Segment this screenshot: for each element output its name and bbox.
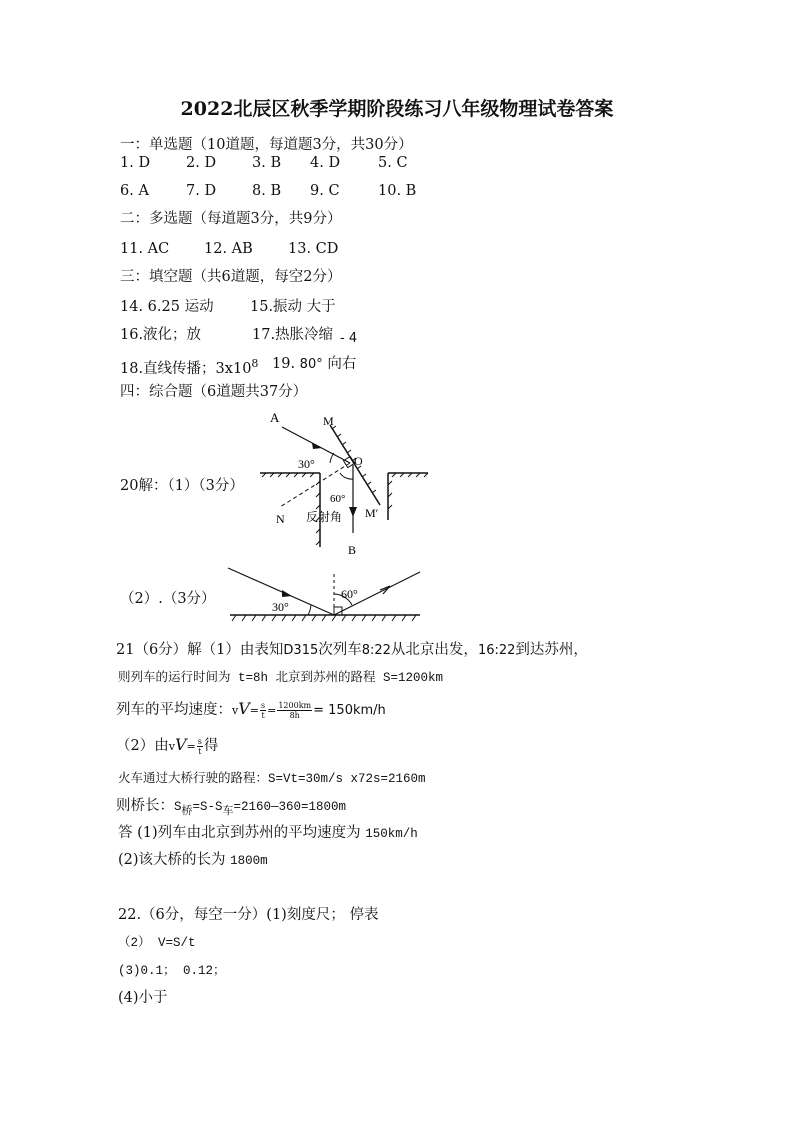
answer-13: 13. CD [288, 241, 339, 257]
depart-time: 8:22 [361, 643, 391, 658]
q21-line6: 则桥长：$S_桥=S-S_车=2160—360=1800m$ [116, 798, 347, 817]
angle-arc-30-2 [308, 605, 311, 615]
v-symbol: v [232, 704, 239, 717]
fraction-s-t-2: $\frac{s}{t}$ [197, 736, 202, 756]
answer-6: 6. A [120, 183, 149, 199]
sec2-header: 二：多选题（每道题3分，共9分） [120, 211, 342, 227]
label-angle-30: 30° [298, 457, 315, 471]
incident-arrow [312, 443, 322, 449]
answer-19: 19. 80° 向右 [272, 356, 357, 372]
answer-2: 2. D [186, 155, 217, 171]
fraction-s-t: $\frac{s}{t}$ [261, 700, 266, 720]
label-b: B [348, 543, 357, 557]
answer-18: 18.直线传播；$3x10^8$ [120, 357, 259, 377]
q20-part2: （2）.（3分） [120, 591, 216, 607]
answer-8: 8. B [252, 183, 282, 199]
answer-7: 7. D [186, 183, 217, 199]
speed-result: = 150km/h [313, 703, 386, 718]
q22-line4: (4)小于 [118, 990, 168, 1006]
q21-line1: 21（6分）解（1）由表知D315次列车8:22从北京出发，16:22到达苏州， [116, 642, 588, 658]
answer-5: 5. C [378, 155, 408, 171]
surface-hatching [232, 615, 416, 621]
q21-line5: 火车通过大桥行驶的路程：S=Vt=30m/s x72s=2160m [118, 772, 426, 786]
label-o: O [354, 454, 363, 468]
wall-hatching [262, 473, 428, 545]
label-m: M [323, 414, 334, 428]
answer-17: 17.热胀冷缩 [252, 327, 334, 343]
train-number: D315 [283, 643, 319, 658]
incident-arrow-2 [282, 590, 292, 597]
answer-19-direction: 向右 [327, 356, 357, 372]
answer-1: 1. D [120, 155, 151, 171]
reflection-diagram-1 [250, 405, 430, 560]
reflected-arrow [349, 507, 357, 517]
answer-19-angle: 80° [299, 357, 323, 372]
label-reflection-angle: 反射角 [306, 510, 343, 524]
answer-15: 15.振动 大于 [250, 299, 336, 315]
answer-9: 9. C [310, 183, 340, 199]
answer-18-exponent: 8 [251, 357, 259, 370]
sec3-header: 三：填空题（共6道题，每空2分） [120, 269, 342, 285]
q22-line3: (3)0.1； 0.12； [118, 964, 226, 978]
page-title: 2022北辰区秋季学期阶段练习八年级物理试卷答案 [180, 98, 614, 120]
answer-16: 16.液化；放 [120, 327, 202, 343]
q22-line1: 22.（6分，每空一分）(1)刻度尺； 停表 [118, 907, 379, 923]
q21-answer2: (2)该大桥的长为 1800m [118, 852, 268, 868]
reflection-diagram-2 [220, 560, 430, 628]
label-m-prime: M′ [365, 506, 379, 520]
label-angle-60: 60° [330, 493, 346, 505]
answer-17-extra: - 4 [340, 331, 358, 346]
q21-line3: 列车的平均速度：vV= $\frac{s}{t}$ = $\frac{1200km}{8h}$ = 150km/h [116, 699, 386, 720]
angle-arc-30 [330, 453, 334, 463]
sec4-header: 四：综合题（6道题共37分） [120, 384, 308, 400]
q21-answer1: 答 (1)列车由北京到苏州的平均速度为 150km/h [118, 825, 418, 841]
answer-14: 14. 6.25 运动 [120, 299, 214, 315]
answer-10: 10. B [378, 183, 417, 199]
answer-12: 12. AB [204, 241, 253, 257]
label-angle-60-2: 60° [341, 587, 358, 601]
answer-4: 4. D [310, 155, 341, 171]
answer-3: 3. B [252, 155, 282, 171]
label-n: N [276, 512, 285, 526]
label-angle-30-2: 30° [272, 600, 289, 614]
angle-arc-60 [340, 473, 353, 479]
answer-11: 11. AC [120, 241, 170, 257]
arrive-time: 16:22 [477, 643, 516, 658]
label-a: A [270, 410, 280, 425]
q20-part1: 20解：（1）（3分） [120, 478, 244, 494]
q21-line4: （2）由vV= $\frac{s}{t}$ 得 [116, 735, 219, 756]
q22-line2: （2） V=S/t [118, 936, 196, 950]
q21-line2: 则列车的运行时间为 t=8h 北京到苏州的路程 S=1200km [118, 671, 444, 685]
V-symbol: V [238, 699, 250, 718]
sec1-header: 一：单选题（10道题，每道题3分，共30分） [120, 137, 413, 153]
fraction-1200-8: $\frac{1200km}{8h}$ [278, 700, 312, 720]
